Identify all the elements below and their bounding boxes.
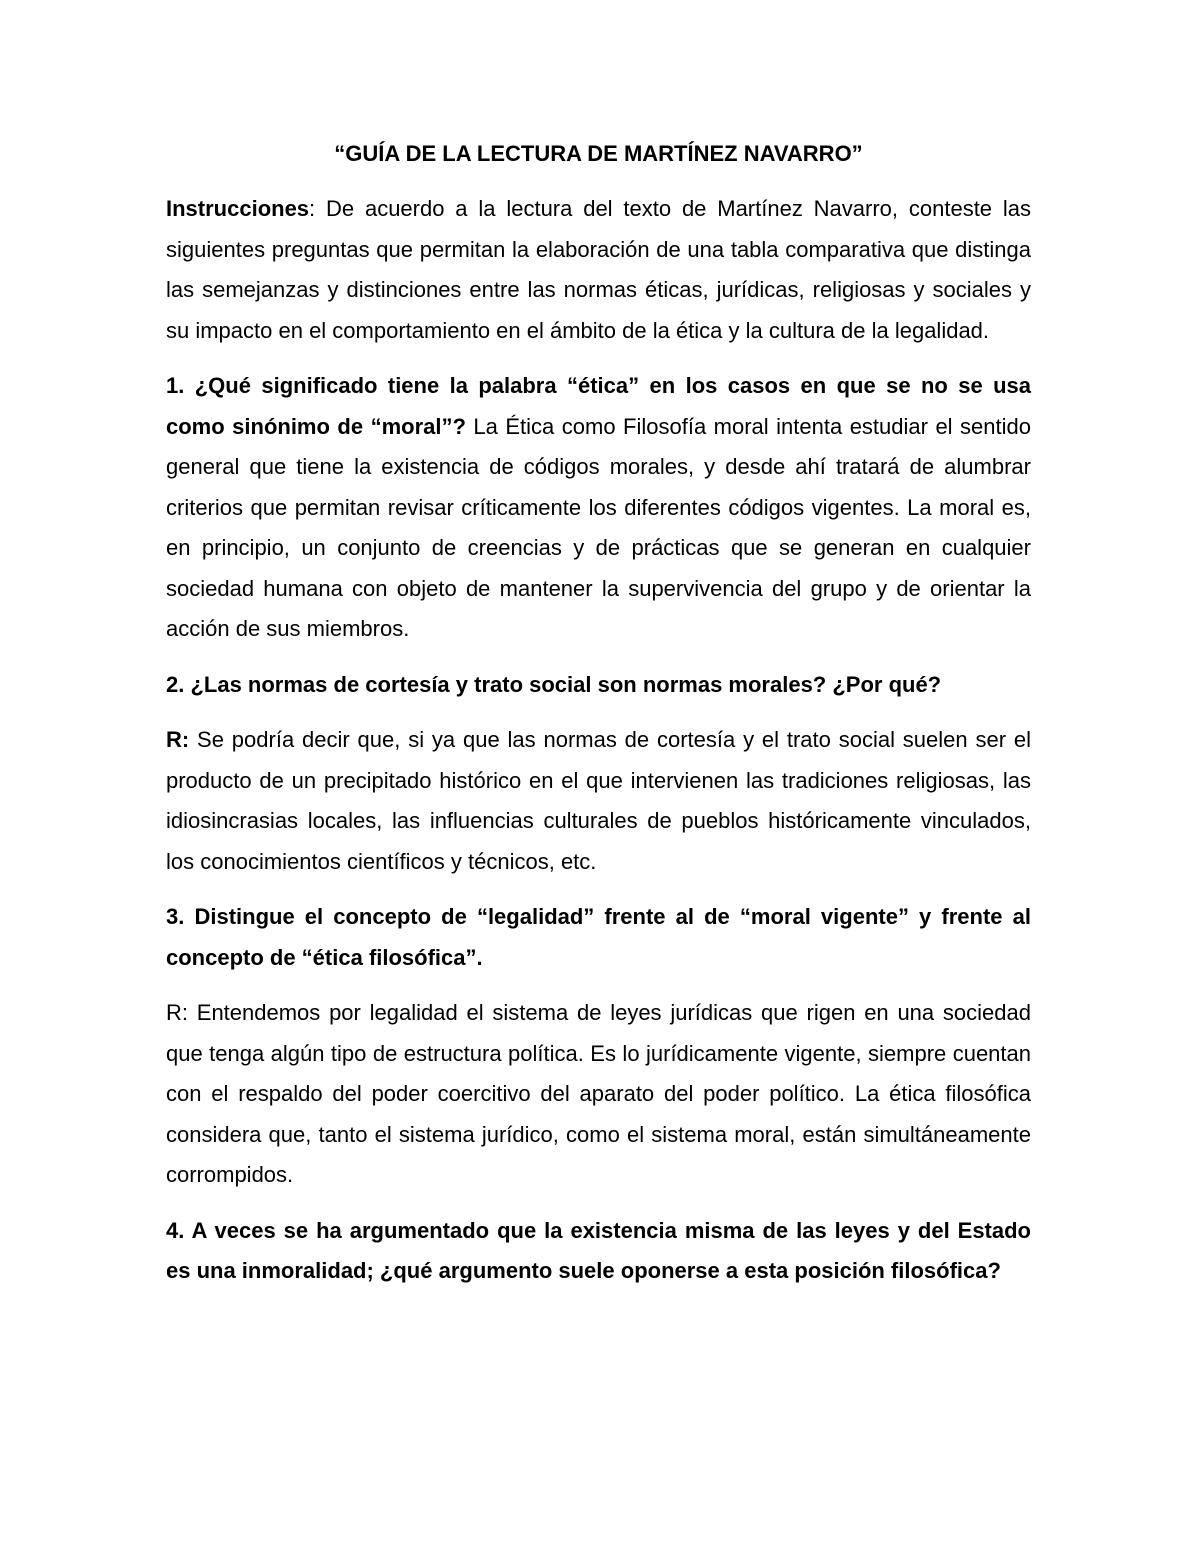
answer-2: Se podría decir que, si ya que las normas de cortesía y el trato social suelen ser el producto de un precipitado histórico en el que intervienen las tradiciones religiosas, las idiosincrasias locales, las influencias culturales de pueblos históricamente vinculados, los conocimientos científicos y técnicos, etc. [166,727,1031,874]
answer-3: R: Entendemos por legalidad el sistema de leyes jurídicas que rigen en una sociedad que tenga algún tipo de estructura política. Es lo jurídicamente vigente, siempre cuentan con el respaldo del poder coercitivo del aparato del poder político. La ética filosófica considera que, tanto el sistema jurídico, como el sistema moral, están simultáneamente corrompidos. [166,1000,1031,1187]
answer-2-label: R: [166,727,190,752]
answer-1: La Ética como Filosofía moral intenta estudiar el sentido general que tiene la existencia de códigos morales, y desde ahí tratará de alumbrar criterios que permitan revisar críticamente los diferentes códigos vigentes. La moral es, en principio, un conjunto de creencias y de prácticas que se generan en cualquier sociedad humana con objeto de mantener la supervivencia del grupo y de orientar la acción de sus miembros. [166,413,1031,641]
answer-2-paragraph [166,720,1031,882]
question-1-paragraph [166,366,1031,650]
question-1: 1. ¿Qué significado tiene la palabra “ética” en los casos en que se no se usa como sinónimo de “moral”? [166,373,1031,439]
instructions-text: : De acuerdo a la lectura del texto de Martínez Navarro, conteste las siguientes preguntas que permitan la elaboración de una tabla comparativa que distinga las semejanzas y distinciones entre las normas éticas, jurídicas, religiosas y sociales y su impacto en el comportamiento en el ámbito de la ética y la cultura de la legalidad. [166,196,1031,343]
question-2: 2. ¿Las normas de cortesía y trato social son normas morales? ¿Por qué? [166,671,942,697]
instructions-paragraph [166,189,1031,351]
document-body [166,134,1031,1307]
document-title: “GUÍA DE LA LECTURA DE MARTÍNEZ NAVARRO” [334,141,863,166]
instructions-label: Instrucciones [166,196,310,221]
question-4: 4. A veces se ha argumentado que la existencia misma de las leyes y del Estado es una inmoralidad; ¿qué argumento suele oponerse a esta posición filosófica? [166,1217,1031,1283]
question-3: 3. Distingue el concepto de “legalidad” frente al de “moral vigente” y frente al concepto de “ética filosófica”. [166,904,1031,970]
